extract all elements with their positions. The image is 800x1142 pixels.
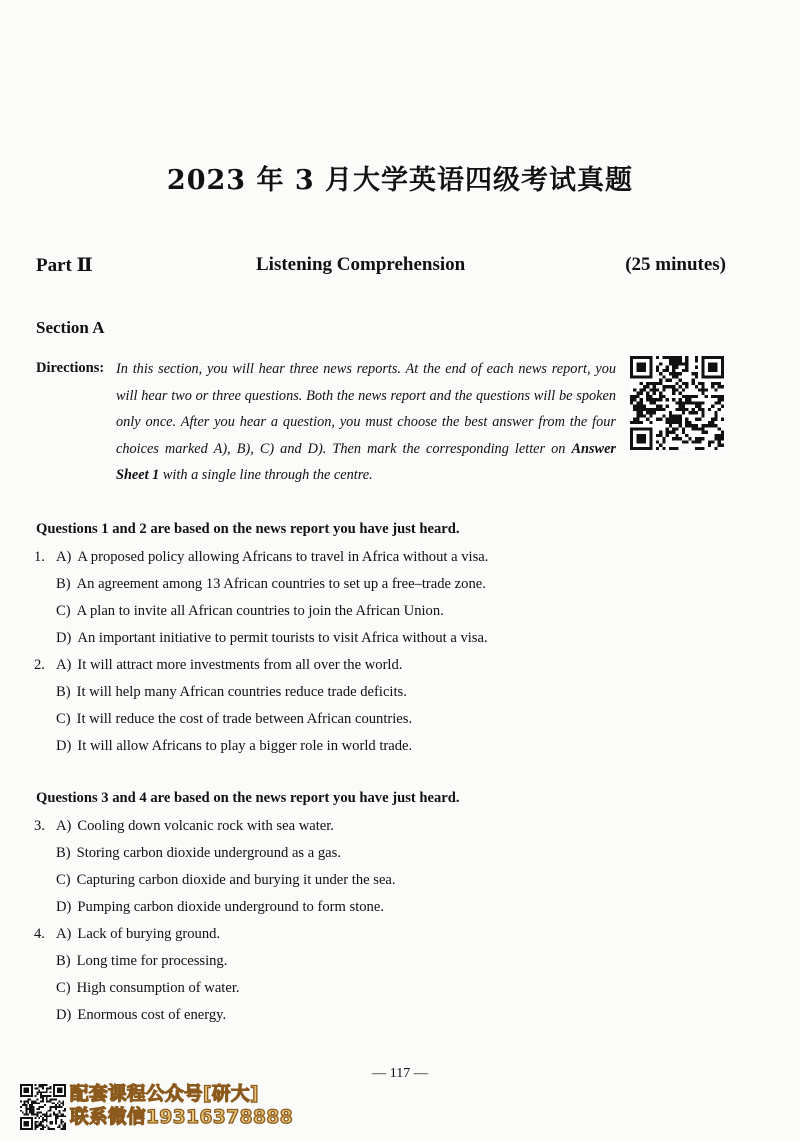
answer-option[interactable] xyxy=(56,926,220,943)
directions-text xyxy=(116,356,616,489)
part-label: Part Ⅱ xyxy=(36,255,93,276)
option-text: Storing carbon dioxide underground as a gas. xyxy=(76,845,341,861)
answer-option[interactable] xyxy=(56,576,486,593)
answer-option[interactable] xyxy=(56,953,227,970)
option-letter: D) xyxy=(56,738,72,754)
option-letter: D) xyxy=(56,899,72,915)
footer-line-2: 联系微信19316378888 xyxy=(70,1107,294,1128)
option-letter: C) xyxy=(56,603,71,619)
option-letter: B) xyxy=(56,576,71,592)
answer-option[interactable] xyxy=(56,818,334,835)
question-number: 3. xyxy=(34,818,45,834)
option-letter: A) xyxy=(56,549,72,565)
question-group-heading: Questions 1 and 2 are based on the news report you have just heard. xyxy=(36,521,460,537)
answer-option[interactable] xyxy=(56,980,240,997)
answer-option[interactable] xyxy=(56,549,488,566)
page-title: 2023 年 3 月大学英语四级考试真题 xyxy=(166,165,634,196)
option-text: An important initiative to permit tourists to visit Africa without a visa. xyxy=(77,630,488,646)
answer-option[interactable] xyxy=(56,1007,226,1024)
directions-text-after: with a single line through the centre. xyxy=(159,467,373,483)
answer-option[interactable] xyxy=(56,630,488,647)
option-text: A proposed policy allowing Africans to travel in Africa without a visa. xyxy=(77,549,489,565)
option-text: It will allow Africans to play a bigger role in world trade. xyxy=(77,738,413,754)
option-text: Enormous cost of energy. xyxy=(77,1007,227,1023)
directions-label: Directions: xyxy=(36,360,105,376)
option-text: Cooling down volcanic rock with sea water. xyxy=(77,818,334,834)
option-letter: B) xyxy=(56,845,71,861)
answer-option[interactable] xyxy=(56,603,444,620)
option-letter: D) xyxy=(56,1007,72,1023)
option-letter: B) xyxy=(56,953,71,969)
answer-option[interactable] xyxy=(56,738,412,755)
part-time: (25 minutes) xyxy=(625,254,726,275)
qr-code-icon[interactable] xyxy=(630,356,724,450)
part-name: Listening Comprehension xyxy=(256,254,466,275)
option-letter: A) xyxy=(56,657,72,673)
answer-option[interactable] xyxy=(56,657,402,674)
part-header xyxy=(36,254,726,284)
footer-line-1: 配套课程公众号[研大] xyxy=(70,1084,259,1105)
option-text: Long time for processing. xyxy=(76,953,228,969)
option-text: An agreement among 13 African countries to set up a free–trade zone. xyxy=(76,576,486,592)
answer-option[interactable] xyxy=(56,872,396,889)
option-text: High consumption of water. xyxy=(76,980,240,996)
option-letter: A) xyxy=(56,926,72,942)
option-letter: C) xyxy=(56,872,71,888)
option-text: Capturing carbon dioxide and burying it under the sea. xyxy=(76,872,396,888)
question-group-heading: Questions 3 and 4 are based on the news report you have just heard. xyxy=(36,790,460,806)
answer-option[interactable] xyxy=(56,899,384,916)
option-text: A plan to invite all African countries to join the African Union. xyxy=(76,603,444,619)
question-number: 1. xyxy=(34,549,45,565)
option-letter: C) xyxy=(56,980,71,996)
option-text: It will reduce the cost of trade between African countries. xyxy=(76,711,413,727)
answer-option[interactable] xyxy=(56,684,407,701)
option-letter: D) xyxy=(56,630,72,646)
option-letter: C) xyxy=(56,711,71,727)
option-text: It will attract more investments from all over the world. xyxy=(77,657,403,673)
footer-qr-code-icon[interactable] xyxy=(20,1084,66,1130)
page-number: — 117 — xyxy=(372,1066,428,1081)
answer-option[interactable] xyxy=(56,711,412,728)
question-number: 2. xyxy=(34,657,45,673)
answer-sheet-ref: Answer Sheet 1 xyxy=(116,440,616,483)
option-text: It will help many African countries reduce trade deficits. xyxy=(76,684,407,700)
section-heading: Section A xyxy=(36,318,105,337)
question-number: 4. xyxy=(34,926,45,942)
option-letter: B) xyxy=(56,684,71,700)
option-text: Lack of burying ground. xyxy=(77,926,221,942)
option-text: Pumping carbon dioxide underground to form stone. xyxy=(77,899,384,915)
option-letter: A) xyxy=(56,818,72,834)
directions-text-before: In this section, you will hear three news reports. At the end of each news report, you will hear two or three questions. Both the news report and the questions will be spoken only once. After you hear a question, you must choose the best answer from the four choices marked A), B), C) and D). Then mark the corresponding letter on xyxy=(116,361,616,457)
answer-option[interactable] xyxy=(56,845,341,862)
footer-brand xyxy=(70,1083,310,1129)
